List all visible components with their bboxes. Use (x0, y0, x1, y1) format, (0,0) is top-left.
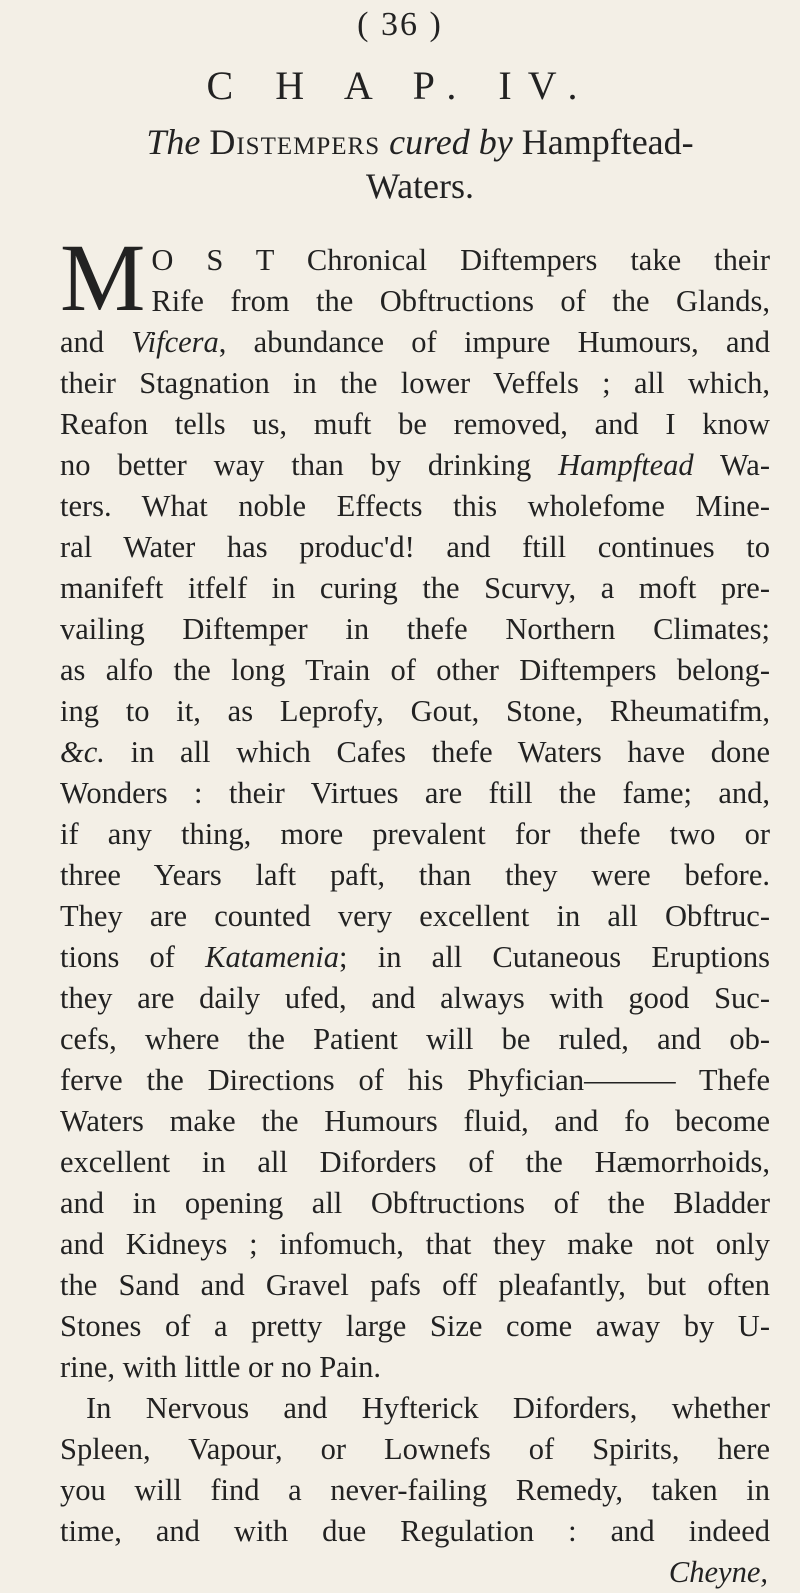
text-line: Stones of a pretty large Size come away by U- (60, 1309, 770, 1343)
text-line: Waters make the Humours fluid, and fo become (60, 1104, 770, 1138)
text-line: the Sand and Gravel pafs off pleafantly, but often (60, 1268, 770, 1302)
text-line: ral Water has produc'd! and ftill continues to (60, 530, 770, 564)
text-line: three Years laft paft, than they were before. (60, 858, 770, 892)
text-line: ters. What noble Effects this wholefome Mine- (60, 489, 770, 523)
text-line: Rife from the Obftructions of the Glands, (151, 284, 770, 318)
title-word-the: The (146, 122, 201, 162)
text-line: you will find a never-failing Remedy, taken in (60, 1473, 770, 1507)
text-line: and in opening all Obftructions of the Bladder (60, 1186, 770, 1220)
text-line: They are counted very excellent in all Obftruc- (60, 899, 770, 933)
title-word-waters: Waters. (365, 166, 475, 206)
chapter-title (60, 120, 780, 208)
text-line: Wonders : their Virtues are ftill the fame; and, (60, 776, 770, 810)
text-line: and Vifcera, abundance of impure Humours, and (60, 325, 770, 359)
text-line: Spleen, Vapour, or Lownefs of Spirits, here (60, 1432, 770, 1466)
title-word-place: Hampftead- (521, 122, 694, 162)
text-line: ing to it, as Leprofy, Gout, Stone, Rheumatifm, (60, 694, 770, 728)
text-line: In Nervous and Hyfterick Diforders, whether (86, 1391, 770, 1425)
text-line: as alfo the long Train of other Diftempers belong- (60, 653, 770, 687)
drop-cap: M (60, 224, 146, 331)
page-number: ( 36 ) (357, 6, 443, 43)
text-line: vailing Diftemper in thefe Northern Climates; (60, 612, 770, 646)
text-line: rine, with little or no Pain. (60, 1350, 382, 1384)
text-line: excellent in all Diforders of the Hæmorrhoids, (60, 1145, 770, 1179)
text-line: cefs, where the Patient will be ruled, and ob- (60, 1022, 770, 1056)
text-line: Reafon tells us, muft be removed, and I know (60, 407, 770, 441)
text-line: tions of Katamenia; in all Cutaneous Eruptions (60, 940, 770, 974)
body-text (60, 224, 770, 1593)
title-word-cured-by: cured by (389, 122, 513, 162)
text-line: they are daily ufed, and always with good Suc- (60, 981, 770, 1015)
text-line: time, and with due Regulation : and indeed (60, 1514, 770, 1548)
text-line: no better way than by drinking Hampftead Wa- (60, 448, 770, 482)
chapter-heading: C H A P. IV. (206, 63, 594, 108)
title-word-distempers: Distempers (209, 122, 381, 162)
text-line: O S T Chronical Diftempers take their (151, 243, 770, 277)
text-line: their Stagnation in the lower Veffels ; all which, (60, 366, 770, 400)
text-line: if any thing, more prevalent for thefe two or (60, 817, 770, 851)
text-line: and Kidneys ; infomuch, that they make not only (60, 1227, 770, 1261)
catchword: Cheyne, (668, 1555, 768, 1589)
text-lines (60, 224, 770, 1552)
text-line: ferve the Directions of his Phyfician——— Thefe (60, 1063, 770, 1097)
text-line: &c. in all which Cafes thefe Waters have done (60, 735, 770, 769)
text-line: manifeft itfelf in curing the Scurvy, a moft pre- (60, 571, 770, 605)
